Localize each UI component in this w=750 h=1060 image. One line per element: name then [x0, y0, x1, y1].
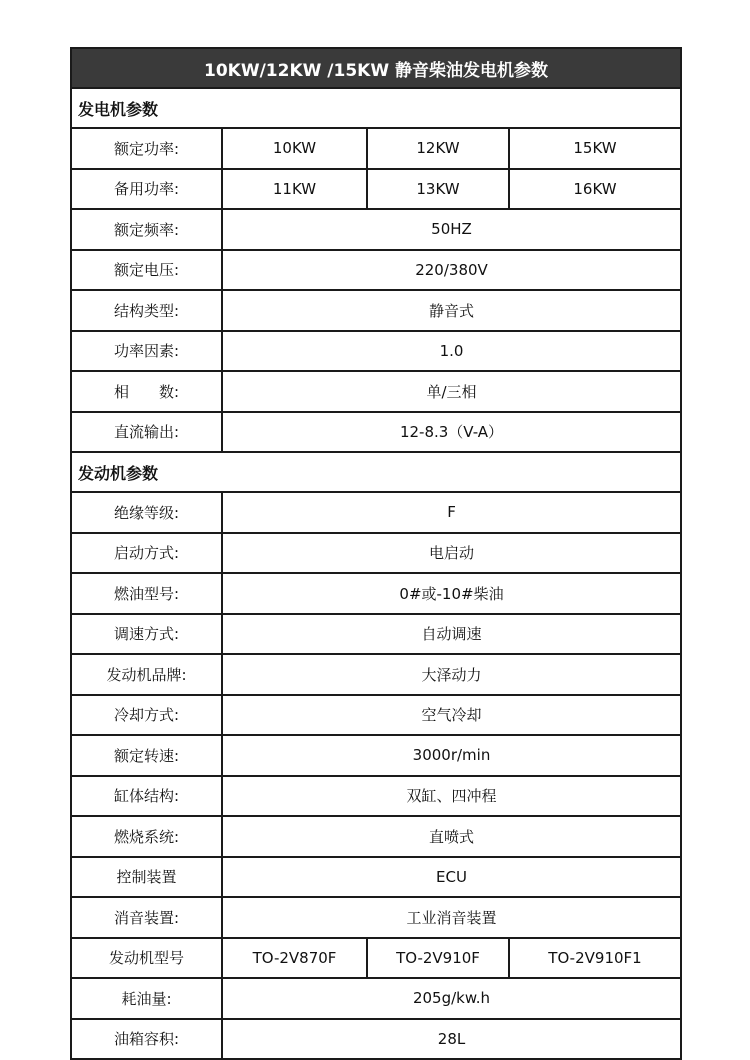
table-row	[71, 371, 681, 412]
row-value: 205g/kw.h	[222, 978, 681, 1019]
table-row	[71, 816, 681, 857]
row-value: TO-2V910F	[367, 938, 509, 979]
table-row	[71, 169, 681, 210]
table-row	[71, 290, 681, 331]
table-row	[71, 412, 681, 453]
row-label: 发动机型号	[71, 938, 222, 979]
row-value: 单/三相	[222, 371, 681, 412]
table-row	[71, 492, 681, 533]
row-value: TO-2V870F	[222, 938, 367, 979]
table-row	[71, 331, 681, 372]
table-row	[71, 128, 681, 169]
row-label: 功率因素:	[71, 331, 222, 372]
section-heading: 发动机参数	[71, 452, 681, 492]
row-label: 直流输出:	[71, 412, 222, 453]
spec-table	[70, 47, 682, 1060]
row-value: 220/380V	[222, 250, 681, 291]
table-row	[71, 1019, 681, 1060]
row-label: 相 数:	[71, 371, 222, 412]
row-value: 3000r/min	[222, 735, 681, 776]
row-value: F	[222, 492, 681, 533]
row-value: 双缸、四冲程	[222, 776, 681, 817]
row-label: 绝缘等级:	[71, 492, 222, 533]
section-header-row	[71, 452, 681, 492]
table-row	[71, 209, 681, 250]
row-value: 12KW	[367, 128, 509, 169]
section-header-row	[71, 88, 681, 128]
row-value: ECU	[222, 857, 681, 898]
row-value: 自动调速	[222, 614, 681, 655]
row-value: 0#或-10#柴油	[222, 573, 681, 614]
row-value: 工业消音装置	[222, 897, 681, 938]
row-label: 冷却方式:	[71, 695, 222, 736]
row-value: 15KW	[509, 128, 681, 169]
row-label: 启动方式:	[71, 533, 222, 574]
table-row	[71, 654, 681, 695]
table-row	[71, 695, 681, 736]
row-label: 控制装置	[71, 857, 222, 898]
row-value: TO-2V910F1	[509, 938, 681, 979]
row-label: 发动机品牌:	[71, 654, 222, 695]
table-row	[71, 776, 681, 817]
row-value: 直喷式	[222, 816, 681, 857]
row-label: 结构类型:	[71, 290, 222, 331]
table-title: 10KW/12KW /15KW 静音柴油发电机参数	[71, 48, 681, 88]
row-value: 13KW	[367, 169, 509, 210]
row-label: 调速方式:	[71, 614, 222, 655]
table-row	[71, 735, 681, 776]
row-label: 燃油型号:	[71, 573, 222, 614]
row-label: 额定转速:	[71, 735, 222, 776]
title-row	[71, 48, 681, 88]
table-row	[71, 938, 681, 979]
row-label: 额定电压:	[71, 250, 222, 291]
table-row	[71, 857, 681, 898]
row-value: 空气冷却	[222, 695, 681, 736]
row-label: 耗油量:	[71, 978, 222, 1019]
table-row	[71, 533, 681, 574]
row-value: 静音式	[222, 290, 681, 331]
table-row	[71, 978, 681, 1019]
table-row	[71, 614, 681, 655]
spec-table-body	[71, 48, 681, 1059]
row-value: 28L	[222, 1019, 681, 1060]
section-heading: 发电机参数	[71, 88, 681, 128]
row-label: 消音装置:	[71, 897, 222, 938]
row-value: 电启动	[222, 533, 681, 574]
row-label: 备用功率:	[71, 169, 222, 210]
table-row	[71, 573, 681, 614]
row-value: 10KW	[222, 128, 367, 169]
row-label: 油箱容积:	[71, 1019, 222, 1060]
row-label: 额定功率:	[71, 128, 222, 169]
row-value: 16KW	[509, 169, 681, 210]
row-label: 燃烧系统:	[71, 816, 222, 857]
row-label: 额定频率:	[71, 209, 222, 250]
table-row	[71, 897, 681, 938]
table-row	[71, 250, 681, 291]
row-value: 11KW	[222, 169, 367, 210]
row-value: 12-8.3（V-A）	[222, 412, 681, 453]
row-value: 1.0	[222, 331, 681, 372]
row-value: 50HZ	[222, 209, 681, 250]
row-label: 缸体结构:	[71, 776, 222, 817]
row-value: 大泽动力	[222, 654, 681, 695]
